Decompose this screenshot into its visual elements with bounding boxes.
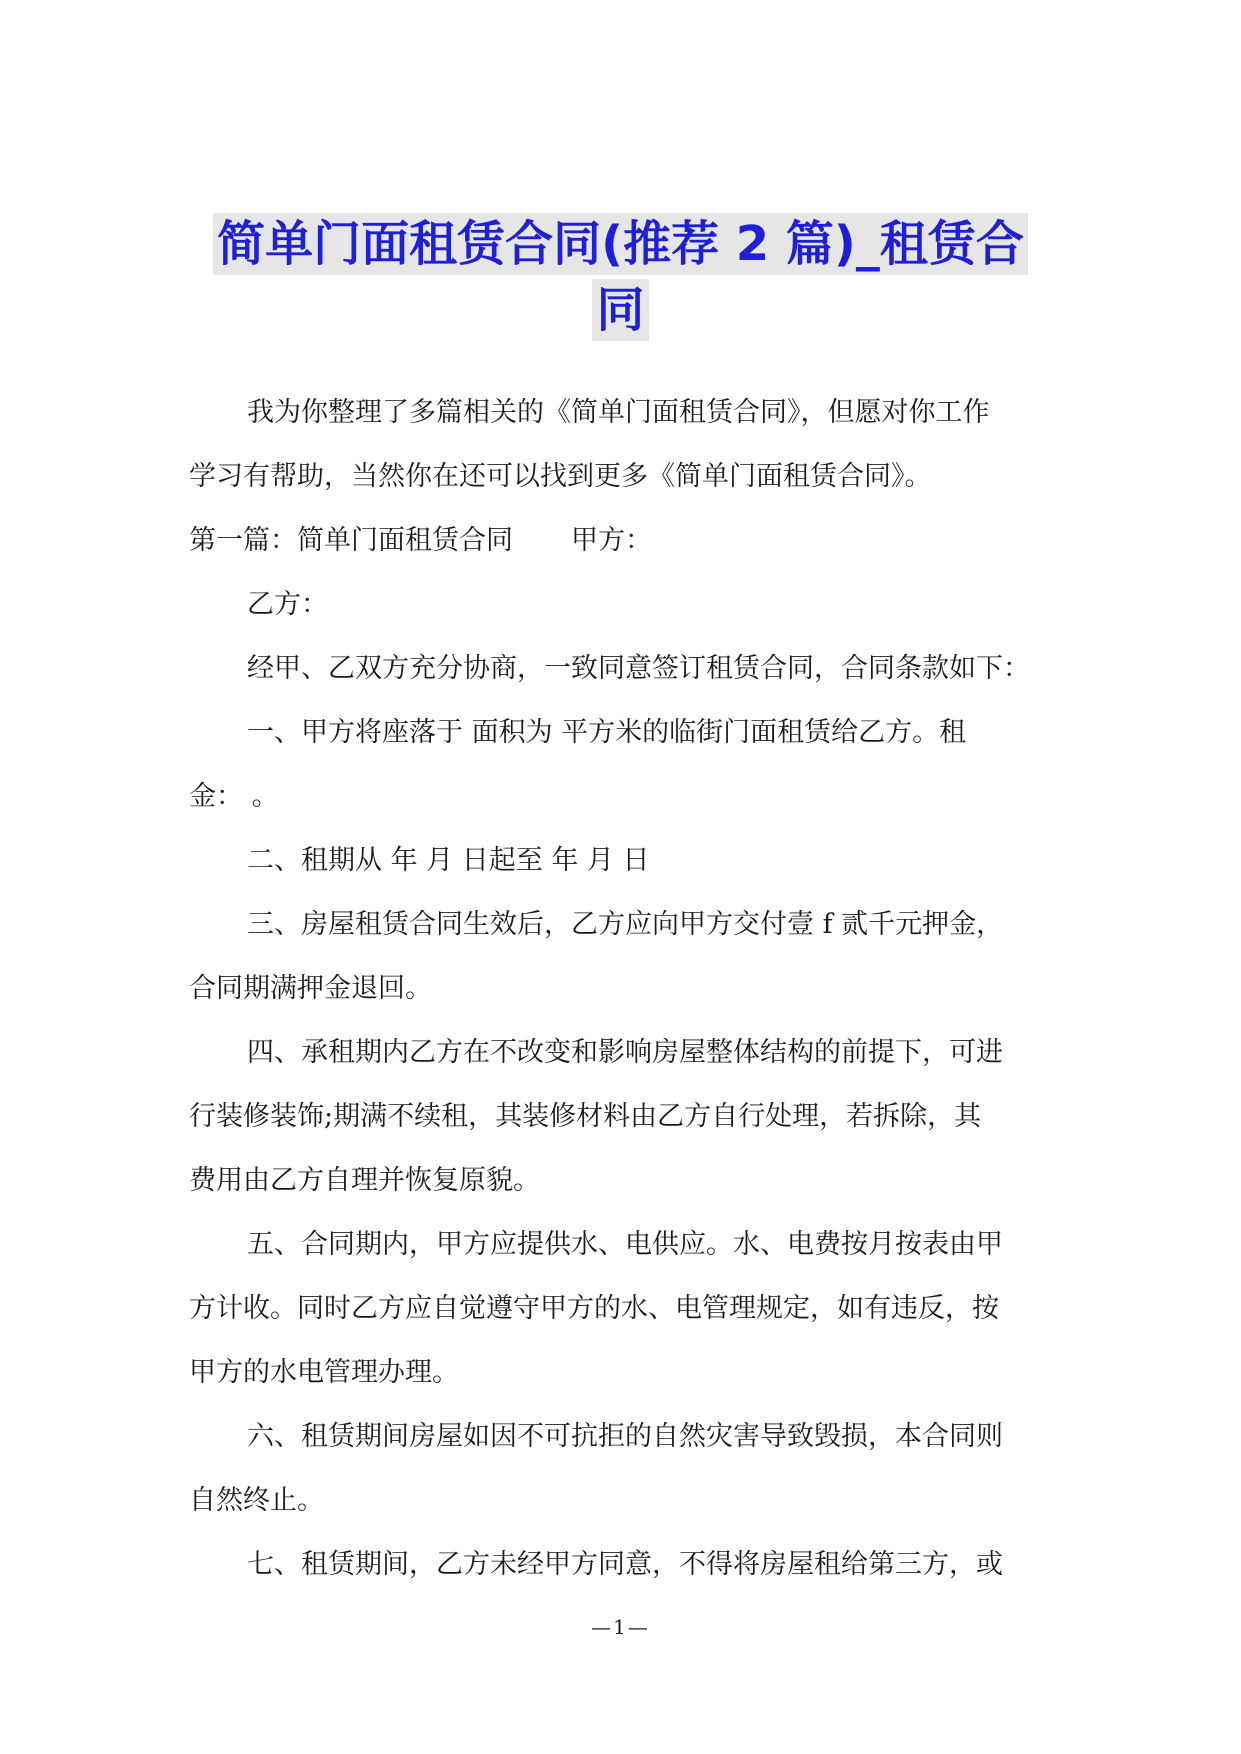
body-line: 方计收。同时乙方应自觉遵守甲方的水、电管理规定，如有违反，按: [189, 1293, 999, 1324]
section-heading: 第一篇：简单门面租赁合同: [189, 525, 513, 556]
clause-5: 五、合同期内，甲方应提供水、电供应。水、电费按月按表由甲: [247, 1229, 1003, 1260]
body-line: 甲方的水电管理办理。: [189, 1357, 459, 1388]
body-line: 金： 。: [189, 781, 279, 812]
body-line: 费用由乙方自理并恢复原貌。: [189, 1165, 540, 1196]
clause-2: 二、租期从 年 月 日起至 年 月 日: [247, 845, 650, 876]
page-number: —1—: [591, 1615, 650, 1639]
body-line: 自然终止。: [189, 1485, 324, 1516]
body-line: 合同期满押金退回。: [189, 973, 432, 1004]
body-line: 行装修装饰;期满不续租，其装修材料由乙方自行处理，若拆除，其: [189, 1101, 982, 1132]
clause-4: 四、承租期内乙方在不改变和影响房屋整体结构的前提下，可进: [247, 1037, 1003, 1068]
clause-3: 三、房屋租赁合同生效后，乙方应向甲方交付壹 f 贰千元押金，: [247, 909, 1004, 940]
party-a-label: 甲方：: [571, 525, 652, 556]
clause-6: 六、租赁期间房屋如因不可抗拒的自然灾害导致毁损，本合同则: [247, 1421, 1003, 1452]
clause-7: 七、租赁期间，乙方未经甲方同意，不得将房屋租给第三方，或: [247, 1549, 1003, 1580]
party-b-label: 乙方：: [247, 589, 328, 620]
body-line: 经甲、乙双方充分协商，一致同意签订租赁合同，合同条款如下：: [247, 653, 1030, 684]
body-line: 我为你整理了多篇相关的《简单门面租赁合同》，但愿对你工作: [247, 397, 990, 428]
title-line-2: 同: [592, 279, 648, 341]
section-heading-line: [189, 509, 1089, 573]
body-line: 学习有帮助，当然你在还可以找到更多《简单门面租赁合同》。: [189, 461, 932, 492]
title-line-1: 简单门面租赁合同(推荐 2 篇)_租赁合: [213, 213, 1028, 275]
document-title: [0, 213, 1241, 345]
document-body: [189, 381, 1089, 1597]
clause-1: 一、甲方将座落于 面积为 平方米的临街门面租赁给乙方。租: [247, 717, 967, 748]
